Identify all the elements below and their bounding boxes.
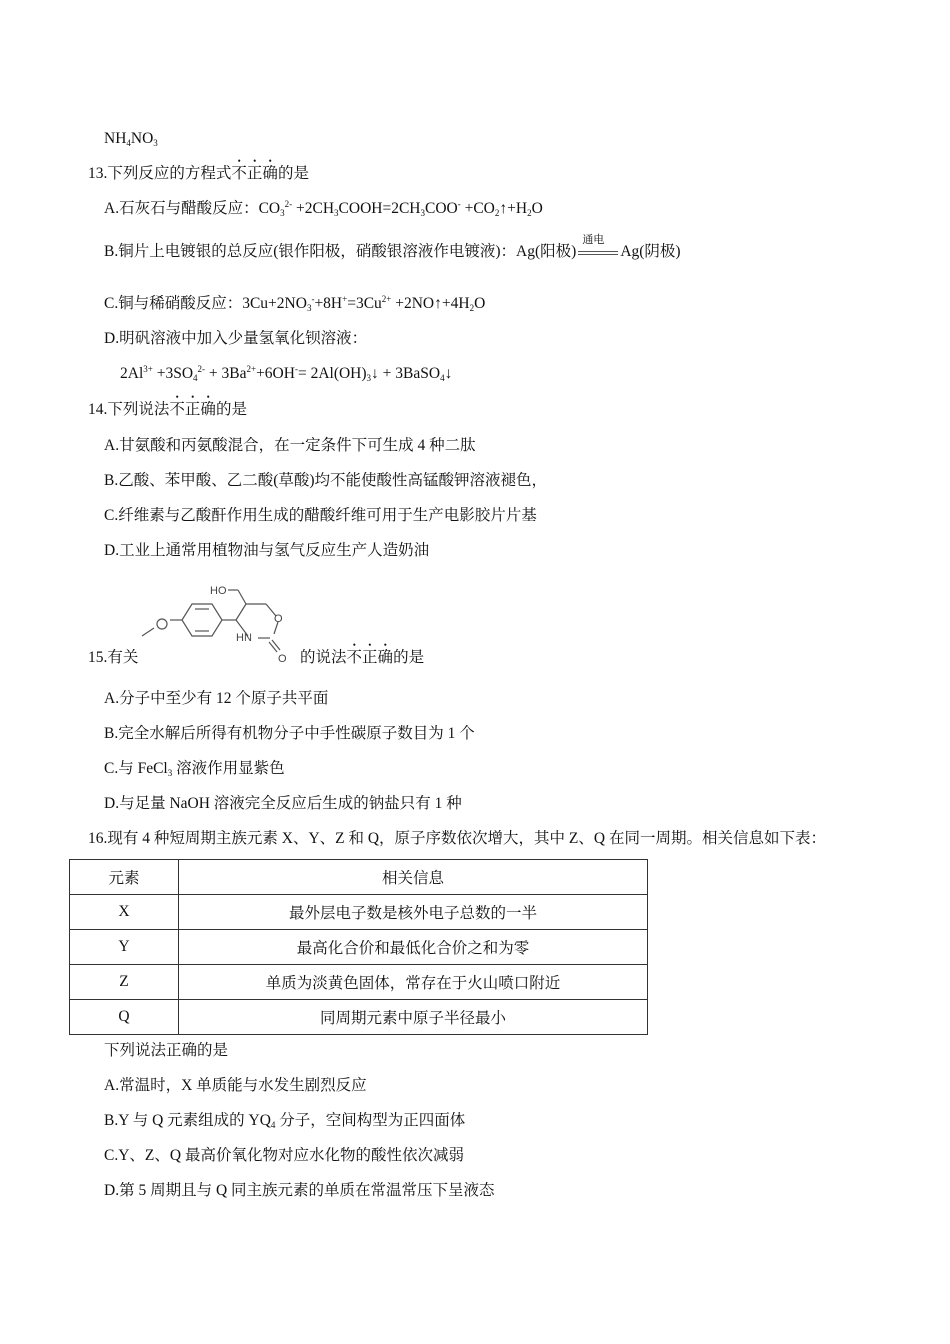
molecule-structure: [140, 578, 300, 668]
electrolysis-arrow: [576, 234, 620, 262]
emphasis-char: 不: [169, 401, 185, 418]
q15-stem-text: 的说法: [300, 649, 347, 666]
q14-option-c: C.纤维素与乙酸酐作用生成的醋酸纤维可用于生产电影胶片片基: [104, 507, 537, 524]
q15-option-c: C.与 FeCl$_3$ 溶液作用显紫色: [104, 760, 285, 778]
q13-option-b: [104, 234, 681, 262]
emphasis-char: 确: [377, 649, 394, 666]
table-header: 相关信息: [179, 860, 648, 895]
emphasis-char: 确: [200, 401, 216, 418]
table-row: [70, 1000, 648, 1035]
carryover-formula: $NH_4NO_3$: [104, 130, 158, 148]
q15-stem: [300, 648, 424, 668]
option-label: A.石灰石与醋酸反应：: [104, 200, 259, 217]
q14-option-a: A.甘氨酸和丙氨酸混合，在一定条件下可生成 4 种二肽: [104, 437, 476, 454]
q14-option-d: D.工业上通常用植物油与氢气反应生产人造奶油: [104, 542, 430, 559]
table-cell: 最外层电子数是核外电子总数的一半: [179, 895, 648, 930]
q14-stem-end: 的是: [215, 401, 247, 418]
table-cell: Z: [70, 965, 179, 1000]
table-cell: 同周期元素中原子半径最小: [179, 1000, 648, 1035]
emphasis-char: 正: [184, 401, 201, 418]
table-header: 元素: [70, 860, 179, 895]
table-cell: 最高化合价和最低化合价之和为零: [179, 930, 648, 965]
q13-stem-text: 13.下列反应的方程式: [88, 165, 232, 182]
q16-stem: 16.现有 4 种短周期主族元素 X、Y、Z 和 Q，原子序数依次增大，其中 Z、Q 在同一周期。相关信息如下表：: [88, 830, 826, 847]
option-text: Ag(阴极): [620, 243, 681, 260]
table-cell: X: [70, 895, 179, 930]
q16-option-b: B.Y 与 Q 元素组成的 $YQ_4$ 分子，空间构型为正四面体: [104, 1112, 466, 1130]
q13-stem-end: 的是: [277, 165, 309, 182]
table-cell: Q: [70, 1000, 179, 1035]
q15-option-d: D.与足量 NaOH 溶液完全反应后生成的钠盐只有 1 种: [104, 795, 462, 812]
q15-option-a: A.分子中至少有 12 个原子共平面: [104, 690, 329, 707]
emphasis-char: 不: [231, 165, 247, 182]
table-row: [70, 965, 648, 1000]
q15-stem-end: 的是: [393, 649, 425, 666]
q13-option-a: A.石灰石与醋酸反应：$CO_3^{2-}$ $+2CH_3COOH=2CH_3COO^-$ $+CO_2↑+H_2O$: [104, 199, 543, 218]
option-label: D.明矾溶液中加入少量氢氧化钡溶液：: [104, 330, 368, 347]
q16-option-c: C.Y、Z、Q 最高价氧化物对应水化物的酸性依次减弱: [104, 1147, 464, 1164]
ring-oxygen-label: O: [274, 613, 283, 625]
emphasis-char: 不: [346, 649, 363, 666]
emphasis-char: 正: [246, 165, 263, 182]
table-row: [70, 930, 648, 965]
table-cell: 单质为淡黄色固体，常存在于火山喷口附近: [179, 965, 648, 1000]
q15-option-b: B.完全水解后所得有机物分子中手性碳原子数目为 1 个: [104, 725, 475, 742]
q14-stem-text: 14.下列说法: [88, 401, 170, 418]
condition-label: 通电: [582, 234, 605, 247]
emphasis-char: 确: [262, 165, 278, 182]
q16-question: 下列说法正确的是: [104, 1042, 229, 1059]
q16-option-a: A.常温时，X 单质能与水发生剧烈反应: [104, 1077, 367, 1094]
emphasis-char: 正: [362, 649, 378, 666]
table-header-row: [70, 860, 648, 895]
q14-stem: [88, 400, 247, 420]
element-info-table: [69, 859, 648, 1035]
carbonyl-oxygen-label: O: [278, 653, 287, 665]
q13-option-d-equation: $2Al^{3+} +3SO_4^{2-} + 3Ba^{2+}+6OH^-=$ $2Al(OH)_3↓$ + 3BaSO$_4$↓: [120, 364, 453, 383]
q13-stem: [88, 164, 309, 184]
q15-stem-start: 15.有关: [88, 649, 139, 666]
q13-option-c: C.铜与稀硝酸反应：$3Cu+2NO_3^-+8H^+=3Cu^{2+}$ $+2NO↑+4H_2O$: [104, 294, 486, 313]
hn-label: HN: [236, 632, 252, 644]
option-label: B.铜片上电镀银的总反应(银作阳极，硝酸银溶液作电镀液)：Ag(阳极): [104, 243, 577, 260]
q13-option-d: [104, 329, 367, 349]
table-row: [70, 895, 648, 930]
table-cell: Y: [70, 930, 179, 965]
option-label: C.铜与稀硝酸反应：: [104, 295, 243, 312]
q16-option-d: D.第 5 周期且与 Q 同主族元素的单质在常温常压下呈液态: [104, 1182, 495, 1199]
ho-label: HO: [210, 585, 227, 597]
q14-option-b: B.乙酸、苯甲酸、乙二酸(草酸)均不能使酸性高锰酸钾溶液褪色，: [104, 472, 548, 489]
